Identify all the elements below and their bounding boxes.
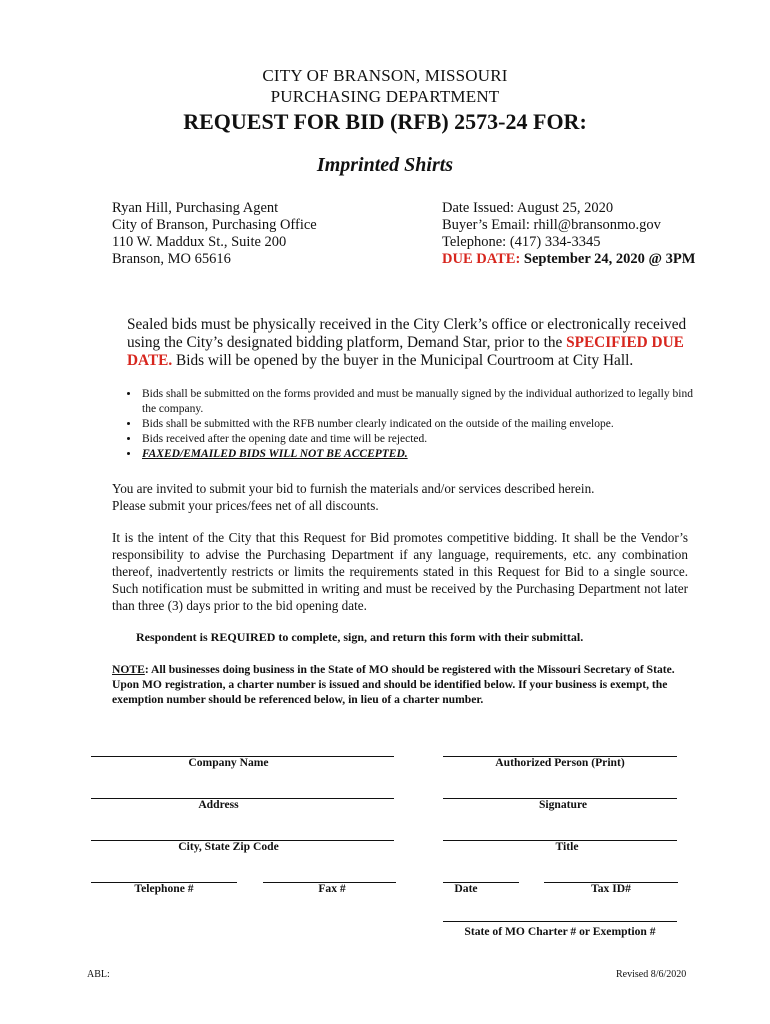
agent-city: Branson, MO 65616 — [112, 251, 231, 267]
authorized-person-label: Authorized Person (Print) — [495, 756, 625, 769]
list-item — [140, 447, 700, 462]
list-item: • Bids shall be submitted with the RFB number clearly indicated on the outside of the mailing envelope. — [140, 417, 700, 432]
invite-line: You are invited to submit your bid to furnish the materials and/or services described herein. — [112, 481, 595, 496]
date-issued: Date Issued: August 25, 2020 — [442, 200, 614, 216]
note-label: NOTE — [112, 663, 145, 676]
due-date-label: DUE DATE: — [442, 251, 521, 267]
company-name-label: Company Name — [188, 756, 269, 769]
city-state-zip-label: City, State Zip Code — [178, 840, 279, 853]
tax-id-label: Tax ID# — [591, 882, 631, 895]
invite-line: Please submit your prices/fees net of all discounts. — [112, 498, 379, 513]
city-heading: CITY OF BRANSON, MISSOURI — [262, 66, 508, 85]
agent-block — [112, 200, 317, 268]
due-date — [442, 251, 695, 268]
address-label: Address — [198, 798, 239, 811]
signature-label: Signature — [538, 798, 588, 811]
dates-block — [442, 200, 695, 268]
note-paragraph — [112, 662, 688, 707]
rfb-title: REQUEST FOR BID (RFB) 2573-24 FOR: — [183, 109, 587, 134]
telephone-label: Telephone # — [134, 882, 194, 895]
sealed-bids-paragraph — [127, 316, 687, 370]
sealed-text: Sealed bids must be physically received in the City Clerk’s office or electronically received using the City’s designated bidding platform, Demand Star, prior to the — [127, 316, 687, 351]
rfb-subtitle: Imprinted Shirts — [316, 154, 454, 176]
buyer-phone: Telephone: (417) 334-3345 — [442, 234, 601, 250]
agent-address: 110 W. Maddux St., Suite 200 — [112, 234, 287, 250]
list-item: • Bids received after the opening date and time will be rejected. — [140, 432, 700, 447]
agent-office: City of Branson, Purchasing Office — [112, 217, 317, 233]
due-date-value: September 24, 2020 @ 3PM — [523, 251, 696, 267]
buyer-email: Buyer’s Email: rhill@bransonmo.gov — [442, 217, 661, 233]
list-item: • Bids shall be submitted on the forms provided and must be manually signed by the individual authorized to legally bind the company. — [140, 387, 700, 417]
charter-number-line[interactable] — [443, 921, 677, 922]
footer-initials: ABL: — [87, 969, 110, 980]
invite-paragraph — [112, 480, 692, 514]
title-label: Title — [555, 840, 579, 853]
respondent-requirement: Respondent is REQUIRED to complete, sign, and return this form with their submittal. — [136, 630, 584, 644]
charter-number-label: State of MO Charter # or Exemption # — [464, 925, 656, 938]
footer-revision: Revised 8/6/2020 — [616, 969, 687, 980]
date-label: Date — [454, 882, 478, 895]
faxed-warning: FAXED/EMAILED BIDS WILL NOT BE ACCEPTED. — [142, 448, 408, 460]
intent-paragraph: It is the intent of the City that this Request for Bid promotes competitive bidding. It shall be the Vendor’s responsibility to advise the Purchasing Department if any language, requirements, etc. any combination thereof, inadvertently restricts or limits the requirements stated in this Request for Bid to a single source. Such notification must be submitted in writing and must be received by the Purchasing Department not later than three (3) days prior to the bid opening date. — [112, 530, 688, 613]
department-heading: PURCHASING DEPARTMENT — [270, 87, 500, 106]
specified-due-date: SPECIFIED DUE DATE. — [127, 334, 684, 369]
bid-rules-list — [122, 387, 700, 462]
sealed-text-after: Bids will be opened by the buyer in the Municipal Courtroom at City Hall. — [172, 352, 634, 369]
agent-name: Ryan Hill, Purchasing Agent — [112, 200, 279, 216]
fax-label: Fax # — [318, 882, 346, 895]
note-text: : All businesses doing business in the State of MO should be registered with the Missouri Secretary of State. Upon MO registration, a charter number is issued and should be identified below. If your business is exempt, the exemption number should be referenced below, in lieu of a charter number. — [112, 663, 675, 706]
